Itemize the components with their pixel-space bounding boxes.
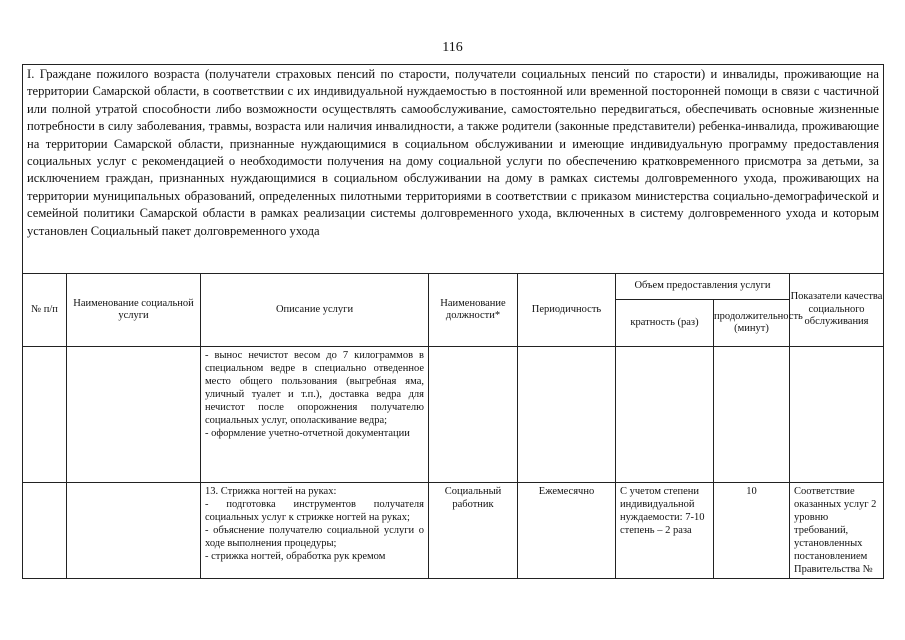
row-num <box>23 483 67 579</box>
row-periodicity <box>518 347 616 483</box>
row-description <box>201 483 429 579</box>
section-title: I. Граждане пожилого возраста (получатели страховых пенсий по старости, получатели социальных пенсий по старости) и инвалиды, проживающие на территории Самарской области, в соответствии с их индивидуальной нуждаемостью в постоянной или временной посторонней помощи в связи с частичной или полной утратой способности либо возможности осуществлять самообслуживание, самостоятельно передвигаться, обеспечивать основные жизненные потребности в силу заболевания, травмы, возраста или наличия инвалидности, а также родители (законные представители) ребенка-инвалида, проживающие на территории Самарской области, признанные нуждающимися в социальном обслуживании и имеющие индивидуальную программу предоставления социальных услуг с рекомендацией о необходимости получения на дому социальной услуги по обеспечению кратковременного присмотра за детьми, за исключением граждан, признанных нуждающимися в социальном обслуживании на дому в рамках системы долговременного ухода, проживающих на территории муниципальных образований, определенных пилотными территориями в соответствии с приказом министерства социально-демографической и семейной политики Самарской области в рамках реализации системы долговременного ухода, включенных в систему долговременного ухода и которым установлен Социальный пакет долговременного ухода <box>23 65 884 274</box>
table-row <box>23 347 884 483</box>
row-num <box>23 347 67 483</box>
page-number: 116 <box>442 40 463 55</box>
header-periodicity: Периодичность <box>518 274 616 347</box>
header-duration: продолжительность (минут) <box>714 300 790 347</box>
row-service-name <box>67 347 201 483</box>
row-quality <box>790 347 884 483</box>
row-quality: Соответствие оказанных услуг 2 уровню требований, установленных постановлением Правительства № <box>790 483 884 579</box>
description-line: - стрижка ногтей, обработка рук кремом <box>205 551 386 562</box>
header-service-name: Наименование социальной услуги <box>67 274 201 347</box>
description-line: - подготовка инструментов получателя социальных услуг к стрижке ногтей на руках; <box>205 499 424 523</box>
row-description <box>201 347 429 483</box>
services-table <box>22 64 884 579</box>
row-multiplicity <box>616 347 714 483</box>
row-position <box>429 347 518 483</box>
description-line: - вынос нечистот весом до 7 килограммов в специальном ведре в специально отведенное место общего пользования (выгребная яма, уличный туалет и т.п.), доставка ведра для нечистот после опорожнения получателю социальных услуг, ополаскивание ведра; <box>205 350 424 426</box>
description-line: 13. Стрижка ногтей на руках: <box>205 486 337 497</box>
row-position: Социальный работник <box>429 483 518 579</box>
description-line: - оформление учетно-отчетной документации <box>205 428 410 439</box>
row-multiplicity: С учетом степени индивидуальной нуждаемости: 7-10 степень – 2 раза <box>616 483 714 579</box>
header-quality: Показатели качества социального обслуживания <box>790 274 884 347</box>
row-duration: 10 <box>714 483 790 579</box>
row-duration <box>714 347 790 483</box>
header-description: Описание услуги <box>201 274 429 347</box>
header-volume: Объем предоставления услуги <box>616 274 790 300</box>
table-row <box>23 483 884 579</box>
header-multiplicity: кратность (раз) <box>616 300 714 347</box>
header-position: Наименование должности* <box>429 274 518 347</box>
row-periodicity: Ежемесячно <box>518 483 616 579</box>
row-service-name <box>67 483 201 579</box>
header-num: № п/п <box>23 274 67 347</box>
description-line: - объяснение получателю социальной услуги о ходе выполнения процедуры; <box>205 525 424 549</box>
